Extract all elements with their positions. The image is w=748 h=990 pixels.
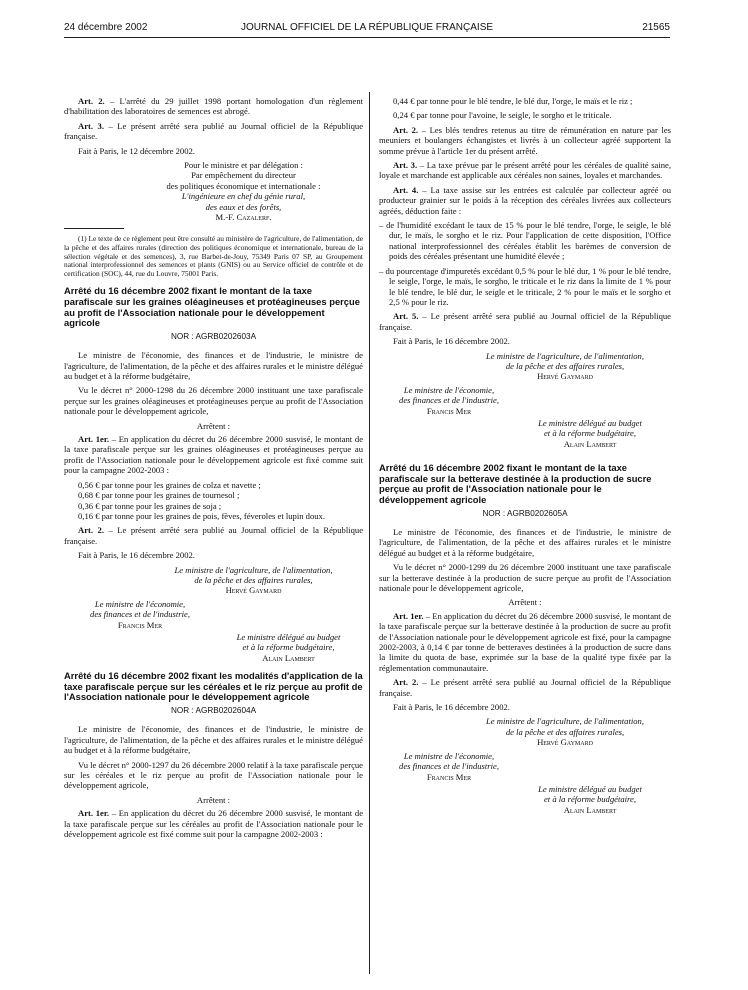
rate-line: 0,36 € par tonne pour les graines de soja ; (78, 500, 222, 511)
article-label: Art. 1er. (78, 808, 110, 819)
article-label: Art. 3. (393, 160, 418, 171)
signatory-name: Hervé Gaymard (537, 371, 593, 382)
paragraph (379, 677, 671, 698)
article-label: Art. 2. (78, 96, 105, 106)
article-label: Art. 1er. (393, 610, 424, 621)
article-text: – Le présent arrêté sera publié au Journal officiel de la République française. (379, 311, 671, 332)
done-at: Fait à Paris, le 16 décembre 2002. (393, 336, 510, 347)
nor-reference: NOR : AGRB0202604A (170, 705, 257, 715)
signatory-name: Hervé Gaymard (537, 737, 593, 748)
paragraph (379, 185, 671, 216)
paragraph (64, 96, 363, 117)
arretent-label: Arrêtent : (508, 597, 542, 608)
article-text: – En application du décret du 26 décembre 2000 susvisé, le montant de la taxe parafiscale perçue sur les graines oléagineuses et protéagineuses perçue au profit de l'Association nationale pour le développement agricole est fixé comme suit pour la campagne 2002-2003 : (64, 434, 364, 476)
signatory-name: Francis Mer (426, 771, 472, 782)
signature-line: Le ministre de l'économie, (403, 750, 495, 761)
article-label: Art. 1er. (78, 434, 110, 445)
signature-block (379, 751, 519, 782)
signature-line: Le ministre de l'agriculture, de l'alimentation, (174, 564, 333, 575)
signature-line: Le ministre délégué au budget (538, 417, 642, 428)
signature-line: de la pêche et des affaires rurales, (505, 360, 625, 371)
signature-line: Le ministre de l'économie, (94, 598, 186, 609)
nor-reference: NOR : AGRB0202603A (170, 331, 257, 341)
signature-line: Le ministre de l'agriculture, de l'alimentation, (486, 350, 644, 361)
paragraph (64, 121, 363, 142)
paragraph: Le ministre de l'économie, des finances et de l'industrie, le ministre de l'agriculture, de l'alimentation, de la pêche et des affaires rurales et le ministre délégué au budget et à la réforme budgétaire, (64, 350, 363, 382)
paragraph: Le ministre de l'économie, des finances et de l'industrie, le ministre de l'agriculture, de l'alimentation, de la pêche et des affaires rurales et le ministre délégué au budget et à la réforme budgétaire, (379, 526, 671, 558)
arretent-label: Arrêtent : (196, 420, 231, 431)
article-text: – Le présent arrêté sera publié au Journal officiel de la République française. (64, 525, 364, 546)
rate-line: 0,24 € par tonne pour l'avoine, le seigle, le sorgho et le triticale. (393, 110, 612, 121)
signature-line: et à la réforme budgétaire, (242, 642, 335, 653)
signature-line: Le ministre délégué au budget (538, 783, 642, 794)
left-column (64, 96, 363, 843)
signature-block (459, 716, 671, 747)
signature-line: et à la réforme budgétaire, (543, 428, 637, 439)
paragraph (379, 311, 671, 332)
arretent-label: Arrêtent : (196, 794, 231, 805)
decree-title: Arrêté du 16 décembre 2002 fixant le montant de la taxe parafiscale sur la betterave destinée à la production de sucre perçue au profit de l'Association nationale pour le développement agricole (379, 462, 652, 505)
signature-line: et à la réforme budgétaire, (543, 794, 637, 805)
article-text: – Le présent arrêté sera publié au Journal officiel de la République française. (379, 677, 671, 698)
signature-line: des eaux et des forêts, (205, 201, 282, 212)
signature-line: Pour le ministre et par délégation : (184, 160, 303, 171)
list-item: – de l'humidité excédant le taux de 15 % pour le blé tendre, l'orge, le seigle, le blé dur, le maïs, le sorgho et le riz. Pour l'application de cette disposition, l'Office national interprofessionnel des céréales établit les barèmes de conversion de poids des céréales présentant une humidité élevée ; (379, 220, 671, 262)
signature-block (459, 351, 671, 382)
rate-line: 0,68 € par tonne pour les graines de tournesol ; (78, 490, 240, 501)
article-text: – Les blés tendres retenus au titre de rémunération en nature par les meuniers et boulangers échangistes et livrés à un collecteur agréé supportent la somme prévue à l'article 1er du présent arrêté. (379, 124, 671, 156)
article-text: – La taxe prévue par le présent arrêté pour les céréales de qualité saine, loyale et marchande est applicable aux céréales non saines, loyales et marchandes. (379, 160, 671, 181)
page-header (64, 22, 670, 36)
right-column (379, 96, 671, 818)
signatory-name: Alain Lambert (563, 438, 617, 449)
article-text: – En application du décret du 26 décembre 2000 susvisé, le montant de la taxe parafiscale perçue sur les céréales au profit de l'Association nationale pour le développement agricole est fixé comme suit pour la campagne 2002-2003 : (64, 808, 364, 840)
header-page-number: 21565 (642, 22, 670, 33)
signature-block (509, 784, 671, 815)
done-at: Fait à Paris, le 16 décembre 2002. (393, 702, 510, 713)
signatory-name: M.-F. Cazalerf. (215, 212, 272, 223)
article-label: Art. 3. (78, 120, 104, 131)
signature-block (80, 599, 200, 630)
paragraph (64, 434, 363, 476)
signature-line: des finances et de l'industrie, (399, 395, 499, 406)
signature-block (379, 385, 519, 416)
signature-block (214, 632, 363, 663)
article-text: – L'arrêté du 29 juillet 1998 portant homologation d'un règlement d'habilitation des laboratoires de semences est abrogé. (64, 96, 364, 117)
signature-line: des finances et de l'industrie, (90, 609, 190, 620)
nor-reference: NOR : AGRB0202605A (482, 508, 568, 518)
signature-line: Le ministre délégué au budget (236, 631, 341, 642)
signature-line: des finances et de l'industrie, (399, 761, 499, 772)
signature-line: de la pêche et des affaires rurales, (194, 574, 313, 585)
paragraph (64, 525, 363, 546)
article-label: Art. 2. (393, 124, 419, 135)
footnote: (1) Le texte de ce règlement peut être consulté au ministère de l'agriculture, de l'alimentation, de la pêche et des affaires rurales (direction des politiques économique et internationale, bureau de la sélection végétale et des semences), 3, rue Barbet-de-Jouy, 75349 Paris 07 SP, au Groupement national interprofessionnel des semences et plants (GNIS) ou au Service officiel de contrôle et de certification (SOC), 44, rue du Louvre, 75001 Paris. (64, 234, 363, 278)
paragraph (379, 611, 671, 673)
signatory-name: Alain Lambert (262, 652, 315, 663)
signature-block (144, 565, 363, 596)
article-label: Art. 2. (78, 525, 104, 536)
signature-line: Le ministre de l'agriculture, de l'alimentation, (486, 716, 644, 727)
signature-line: Le ministre de l'économie, (403, 384, 495, 395)
decree-title: Arrêté du 16 décembre 2002 fixant les modalités d'application de la taxe parafiscale perçue sur les céréales et le riz perçue au profit de l'Association nationale pour le développement agricole (64, 670, 363, 703)
article-label: Art. 2. (393, 677, 419, 688)
header-date: 24 décembre 2002 (64, 22, 148, 33)
signature-line: des politiques économique et internationale : (166, 180, 321, 191)
signature-line: Par empêchement du directeur (191, 170, 296, 181)
signatory-name: Francis Mer (426, 405, 472, 416)
article-text: – La taxe assise sur les entrées est calculée par collecteur agréé ou producteur grainier sur le poids à la réception des céréales livrées aux collecteurs agréés, déduction faite : (379, 184, 671, 216)
article-label: Art. 5. (393, 311, 419, 322)
decree-title: Arrêté du 16 décembre 2002 fixant le montant de la taxe parafiscale sur les graines oléagineuses et protéagineuses perçue au profit de l'Association nationale pour le développement agricole (64, 285, 360, 329)
rate-line: 0,56 € par tonne pour les graines de colza et navette ; (78, 479, 261, 490)
article-label: Art. 4. (393, 184, 419, 195)
signature-block (124, 160, 363, 222)
signature-line: de la pêche et des affaires rurales, (505, 726, 625, 737)
signature-block (509, 418, 671, 449)
list-item: – du pourcentage d'impuretés excédant 0,5 % pour le blé dur, 1 % pour le blé tendre, le seigle, l'orge, le maïs, le sorgho, le triticale et le riz dans la limite de 1 % pour le blé tendre, le blé dur, le seigle et le triticale, 2 % pour le maïs et le sorgho et 2,5 % pour le riz. (379, 265, 671, 307)
footnote-rule (64, 228, 124, 229)
paragraph: Vu le décret n° 2000-1299 du 26 décembre 2000 instituant une taxe parafiscale sur la betterave destinée à la production de sucre perçue au profit de l'Association nationale pour le développement agricole, (379, 562, 671, 593)
signatory-name: Francis Mer (117, 619, 163, 630)
done-at: Fait à Paris, le 12 décembre 2002. (78, 145, 195, 156)
paragraph: Vu le décret n° 2000-1298 du 26 décembre 2000 instituant une taxe parafiscale perçue sur les graines oléagineuses et protéagineuses perçue au profit de l'Association nationale pour le développement agricole, (64, 385, 363, 417)
paragraph (64, 808, 363, 839)
header-journal: JOURNAL OFFICIEL DE LA RÉPUBLIQUE FRANÇAISE (240, 22, 494, 33)
paragraph (379, 125, 671, 156)
rate-line: 0,44 € par tonne pour le blé tendre, le blé dur, l'orge, le maïs et le riz ; (393, 96, 633, 106)
paragraph: Le ministre de l'économie, des finances et de l'industrie, le ministre de l'agriculture, de l'alimentation, de la pêche et des affaires rurales et le ministre délégué au budget et à la réforme budgétaire, (64, 724, 363, 756)
article-text: – Le présent arrêté sera publié au Journal officiel de la République française. (64, 120, 364, 142)
article-text: – En application du décret du 26 décembre 2000 susvisé, le montant de la taxe parafiscale perçue sur la betterave destinée à la production de sucre au profit de l'Association nationale pour le développement agricole est fixé, pour la campagne 2002-2003, à 0,14 € par tonne de betteraves destinées à la production de sucre dans la limite du quota de base, exprimée sur la base de la qualité type fixée par la réglementation communautaire. (379, 610, 672, 673)
signature-line: L'ingénieure en chef du génie rural, (181, 191, 306, 202)
column-divider (369, 92, 370, 974)
signatory-name: Alain Lambert (563, 804, 617, 815)
signatory-name: Hervé Gaymard (225, 585, 282, 596)
rate-line: 0,16 € par tonne pour les graines de pois, fèves, féveroles et lupin doux. (78, 510, 326, 521)
paragraph (379, 160, 671, 181)
header-rule (64, 37, 670, 38)
done-at: Fait à Paris, le 16 décembre 2002. (78, 550, 195, 561)
paragraph: Vu le décret n° 2000-1297 du 26 décembre 2000 relatif à la taxe parafiscale perçue sur les céréales et le riz perçue au profit de l'Association nationale pour le développement agricole, (64, 759, 363, 791)
